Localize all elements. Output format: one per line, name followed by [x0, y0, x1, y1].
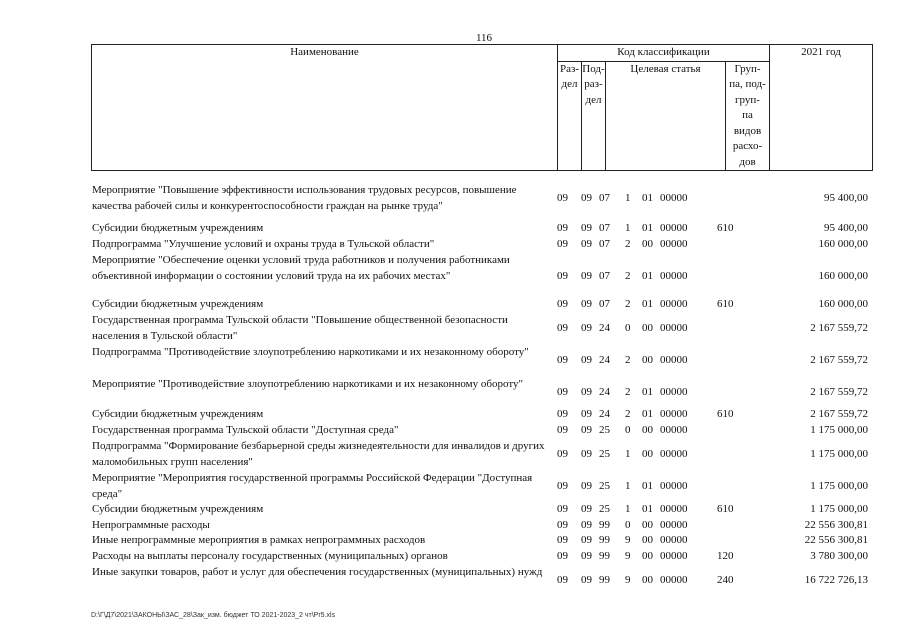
- code-c3: 00: [642, 534, 653, 546]
- code-r: 09: [557, 298, 568, 310]
- code-c3: 01: [642, 479, 653, 492]
- code-c1: 24: [599, 385, 610, 398]
- code-c1: 07: [599, 222, 610, 234]
- code-pr: 09: [581, 424, 592, 436]
- code-c2: 2: [625, 298, 631, 310]
- code-c4: 00000: [660, 503, 688, 515]
- row-name: Непрограммные расходы: [92, 519, 210, 531]
- code-vr: 610: [717, 222, 734, 234]
- code-c1: 25: [599, 479, 610, 492]
- code-c4: 00000: [660, 385, 688, 398]
- row-name: Мероприятие "Обеспечение оценки условий труда работников и получения работниками объективной информации о состоянии условий труда на их рабочих местах": [92, 254, 510, 282]
- code-c1: 24: [599, 321, 610, 334]
- row-name: Подпрограмма "Улучшение условий и охраны труда в Тульской области": [92, 238, 435, 250]
- code-c4: 00000: [660, 408, 688, 420]
- code-r: 09: [557, 573, 568, 586]
- row-sum: 95 400,00: [824, 191, 868, 204]
- row-name: Иные непрограммные мероприятия в рамках непрограммных расходов: [92, 534, 426, 546]
- code-vr: 610: [717, 408, 734, 420]
- code-c3: 00: [642, 238, 653, 250]
- code-pr: 09: [581, 447, 592, 460]
- code-pr: 09: [581, 534, 592, 546]
- code-r: 09: [557, 503, 568, 515]
- row-name: Расходы на выплаты персоналу государственных (муниципальных) органов: [92, 550, 448, 562]
- row-name: Подпрограмма "Формирование безбарьерной среды жизнедеятельности для инвалидов и других маломобильных групп населения": [92, 440, 545, 468]
- code-r: 09: [557, 534, 568, 546]
- code-c2: 9: [625, 534, 631, 546]
- row-sum: 2 167 559,72: [810, 353, 868, 366]
- code-r: 09: [557, 447, 568, 460]
- code-c3: 00: [642, 424, 653, 436]
- code-vr: 610: [717, 298, 734, 310]
- code-c3: 00: [642, 447, 653, 460]
- header-podrazdel: Под- раз- дел: [582, 61, 606, 171]
- row-sum: 1 175 000,00: [810, 503, 868, 515]
- code-c4: 00000: [660, 424, 688, 436]
- code-c4: 00000: [660, 353, 688, 366]
- row-name: Подпрограмма "Противодействие злоупотреблению наркотиками и их незаконному обороту": [92, 346, 529, 358]
- code-c2: 0: [625, 321, 631, 334]
- code-c4: 00000: [660, 550, 688, 562]
- row-name: Субсидии бюджетным учреждениям: [92, 408, 264, 420]
- code-c1: 07: [599, 238, 610, 250]
- code-c1: 25: [599, 424, 610, 436]
- row-name: Мероприятие "Противодействие злоупотреблению наркотиками и их незаконному обороту": [92, 378, 523, 390]
- code-c3: 01: [642, 191, 653, 204]
- code-pr: 09: [581, 269, 592, 282]
- code-vr: 120: [717, 550, 734, 562]
- code-pr: 09: [581, 519, 592, 531]
- row-sum: 3 780 300,00: [810, 550, 868, 562]
- code-r: 09: [557, 424, 568, 436]
- code-c4: 00000: [660, 534, 688, 546]
- code-c4: 00000: [660, 573, 688, 586]
- row-name: Субсидии бюджетным учреждениям: [92, 503, 264, 515]
- code-pr: 09: [581, 573, 592, 586]
- code-c2: 0: [625, 519, 631, 531]
- code-c3: 01: [642, 503, 653, 515]
- code-c1: 24: [599, 353, 610, 366]
- code-c2: 9: [625, 550, 631, 562]
- row-name: Субсидии бюджетным учреждениям: [92, 298, 264, 310]
- row-sum: 22 556 300,81: [804, 519, 868, 531]
- code-c1: 99: [599, 550, 610, 562]
- row-sum: 16 722 726,13: [804, 573, 868, 586]
- row-sum: 95 400,00: [824, 222, 868, 234]
- code-pr: 09: [581, 353, 592, 366]
- file-path: D:\Г\Д7\2021\ЗАКОНЫ\ЗАС_28\Зак_изм. бюджет ТО 2021-2023_2 чт\Pr5.xls: [91, 612, 336, 619]
- code-r: 09: [557, 353, 568, 366]
- code-pr: 09: [581, 550, 592, 562]
- code-c1: 99: [599, 534, 610, 546]
- code-pr: 09: [581, 408, 592, 420]
- code-r: 09: [557, 269, 568, 282]
- code-c4: 00000: [660, 238, 688, 250]
- code-c3: 01: [642, 222, 653, 234]
- code-c3: 00: [642, 321, 653, 334]
- code-c1: 24: [599, 408, 610, 420]
- code-c2: 2: [625, 408, 631, 420]
- code-c2: 2: [625, 353, 631, 366]
- code-pr: 09: [581, 385, 592, 398]
- header-code-group: Код классификации: [558, 45, 770, 62]
- code-c3: 00: [642, 353, 653, 366]
- header-name: Наименование: [92, 45, 558, 171]
- code-r: 09: [557, 479, 568, 492]
- code-c3: 00: [642, 550, 653, 562]
- row-name: Мероприятие "Мероприятия государственной программы Российской Федерации "Доступная среда": [92, 472, 533, 500]
- code-c4: 00000: [660, 222, 688, 234]
- code-c3: 01: [642, 298, 653, 310]
- code-c1: 25: [599, 503, 610, 515]
- code-c4: 00000: [660, 479, 688, 492]
- code-c1: 07: [599, 269, 610, 282]
- code-c4: 00000: [660, 269, 688, 282]
- code-c4: 00000: [660, 191, 688, 204]
- code-r: 09: [557, 408, 568, 420]
- code-c3: 01: [642, 269, 653, 282]
- code-c2: 2: [625, 238, 631, 250]
- code-pr: 09: [581, 238, 592, 250]
- code-c4: 00000: [660, 321, 688, 334]
- row-name: Государственная программа Тульской области "Повышение общественной безопасности населения в Тульской области": [92, 314, 508, 342]
- code-c2: 1: [625, 447, 631, 460]
- code-r: 09: [557, 191, 568, 204]
- code-c4: 00000: [660, 447, 688, 460]
- code-c1: 25: [599, 447, 610, 460]
- row-sum: 160 000,00: [818, 298, 868, 310]
- row-name: Мероприятие "Повышение эффективности использования трудовых ресурсов, повышение качества рабочей силы и конкурентоспособности граждан на рынке труда": [92, 184, 517, 212]
- row-sum: 1 175 000,00: [810, 447, 868, 460]
- code-vr: 610: [717, 503, 734, 515]
- row-sum: 22 556 300,81: [804, 534, 868, 546]
- code-c2: 2: [625, 385, 631, 398]
- code-c3: 01: [642, 385, 653, 398]
- code-c2: 2: [625, 269, 631, 282]
- header-target: Целевая статья: [606, 61, 726, 171]
- table-header: [91, 44, 873, 171]
- row-sum: 160 000,00: [818, 269, 868, 282]
- code-c4: 00000: [660, 519, 688, 531]
- code-c1: 99: [599, 519, 610, 531]
- code-vr: 240: [717, 573, 734, 586]
- row-sum: 2 167 559,72: [810, 385, 868, 398]
- code-c3: 01: [642, 408, 653, 420]
- page-number: 116: [475, 32, 493, 44]
- code-c2: 1: [625, 503, 631, 515]
- row-name: Иные закупки товаров, работ и услуг для обеспечения государственных (муниципальных) нужд: [92, 566, 543, 578]
- code-r: 09: [557, 238, 568, 250]
- code-pr: 09: [581, 479, 592, 492]
- code-pr: 09: [581, 321, 592, 334]
- code-c2: 1: [625, 479, 631, 492]
- code-c3: 00: [642, 519, 653, 531]
- header-vid: Груп- па, под- груп- па видов расхо- дов: [726, 61, 770, 171]
- header-year: 2021 год: [770, 45, 873, 171]
- row-sum: 1 175 000,00: [810, 479, 868, 492]
- code-c1: 07: [599, 191, 610, 204]
- code-c2: 1: [625, 191, 631, 204]
- code-pr: 09: [581, 503, 592, 515]
- row-sum: 2 167 559,72: [810, 408, 868, 420]
- code-c2: 1: [625, 222, 631, 234]
- code-c2: 0: [625, 424, 631, 436]
- row-sum: 160 000,00: [818, 238, 868, 250]
- code-pr: 09: [581, 191, 592, 204]
- code-r: 09: [557, 385, 568, 398]
- code-pr: 09: [581, 298, 592, 310]
- code-c4: 00000: [660, 298, 688, 310]
- row-name: Субсидии бюджетным учреждениям: [92, 222, 264, 234]
- code-c1: 99: [599, 573, 610, 586]
- code-r: 09: [557, 321, 568, 334]
- header-razdel: Раз- дел: [558, 61, 582, 171]
- row-sum: 2 167 559,72: [810, 321, 868, 334]
- code-r: 09: [557, 550, 568, 562]
- row-name: Государственная программа Тульской области "Доступная среда": [92, 424, 399, 436]
- code-pr: 09: [581, 222, 592, 234]
- code-r: 09: [557, 519, 568, 531]
- row-sum: 1 175 000,00: [810, 424, 868, 436]
- code-r: 09: [557, 222, 568, 234]
- code-c1: 07: [599, 298, 610, 310]
- code-c2: 9: [625, 573, 631, 586]
- code-c3: 00: [642, 573, 653, 586]
